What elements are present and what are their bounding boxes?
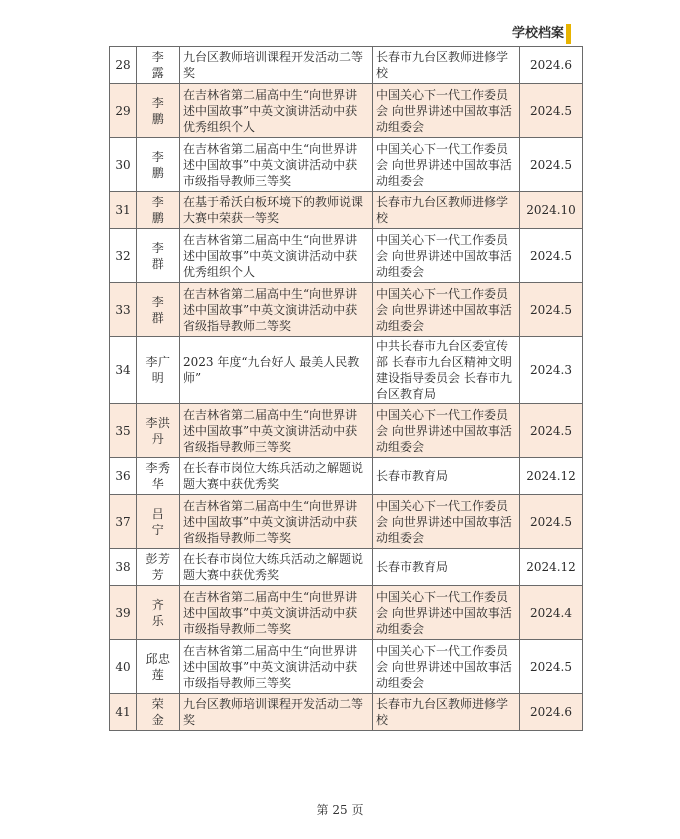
award-date: 2024.3 — [520, 337, 583, 404]
award-date: 2024.5 — [520, 138, 583, 192]
table-row — [110, 192, 583, 229]
award-description: 在吉林省第二届高中生“向世界讲述中国故事”中英文演讲活动中获优秀组织个人 — [180, 229, 373, 283]
teacher-name: 李秀华 — [137, 458, 180, 495]
award-date: 2024.5 — [520, 229, 583, 283]
row-number: 29 — [110, 84, 137, 138]
table-row — [110, 694, 583, 731]
teacher-name: 荣 金 — [137, 694, 180, 731]
teacher-name: 李 露 — [137, 47, 180, 84]
row-number: 39 — [110, 586, 137, 640]
section-title: 学校档案 — [511, 26, 564, 41]
award-date: 2024.12 — [520, 549, 583, 586]
row-number: 28 — [110, 47, 137, 84]
award-description: 2023 年度“九台好人 最美人民教师” — [180, 337, 373, 404]
row-number: 38 — [110, 549, 137, 586]
table-row — [110, 404, 583, 458]
table-row — [110, 458, 583, 495]
issuing-organization: 中国关心下一代工作委员会 向世界讲述中国故事活动组委会 — [373, 586, 520, 640]
row-number: 37 — [110, 495, 137, 549]
teacher-name: 李 鹏 — [137, 192, 180, 229]
issuing-organization: 中国关心下一代工作委员会 向世界讲述中国故事活动组委会 — [373, 283, 520, 337]
award-description: 在吉林省第二届高中生“向世界讲述中国故事”中英文演讲活动中获省级指导教师二等奖 — [180, 283, 373, 337]
row-number: 31 — [110, 192, 137, 229]
teacher-name: 李洪丹 — [137, 404, 180, 458]
award-description: 在长春市岗位大练兵活动之解题说题大赛中获优秀奖 — [180, 458, 373, 495]
table-row — [110, 586, 583, 640]
award-date: 2024.5 — [520, 84, 583, 138]
award-date: 2024.4 — [520, 586, 583, 640]
teacher-name: 李 鹏 — [137, 84, 180, 138]
award-description: 在吉林省第二届高中生“向世界讲述中国故事”中英文演讲活动中获市级指导教师三等奖 — [180, 640, 373, 694]
table-row — [110, 640, 583, 694]
award-description: 在基于希沃白板环境下的教师说课大赛中荣获一等奖 — [180, 192, 373, 229]
row-number: 36 — [110, 458, 137, 495]
table-row — [110, 283, 583, 337]
issuing-organization: 中共长春市九台区委宣传部 长春市九台区精神文明建设指导委员会 长春市九台区教育局 — [373, 337, 520, 404]
award-description: 在吉林省第二届高中生“向世界讲述中国故事”中英文演讲活动中获省级指导教师三等奖 — [180, 404, 373, 458]
issuing-organization: 中国关心下一代工作委员会 向世界讲述中国故事活动组委会 — [373, 640, 520, 694]
teacher-name: 彭芳芳 — [137, 549, 180, 586]
award-description: 九台区教师培训课程开发活动二等奖 — [180, 47, 373, 84]
award-date: 2024.5 — [520, 495, 583, 549]
table-row — [110, 138, 583, 192]
teacher-name: 李广明 — [137, 337, 180, 404]
awards-table — [109, 46, 583, 731]
page-number: 第 25 页 — [316, 803, 364, 817]
teacher-name: 吕 宁 — [137, 495, 180, 549]
issuing-organization: 中国关心下一代工作委员会 向世界讲述中国故事活动组委会 — [373, 229, 520, 283]
issuing-organization: 中国关心下一代工作委员会 向世界讲述中国故事活动组委会 — [373, 404, 520, 458]
row-number: 33 — [110, 283, 137, 337]
issuing-organization: 长春市教育局 — [373, 549, 520, 586]
section-accent-bar — [566, 24, 571, 44]
teacher-name: 邱忠莲 — [137, 640, 180, 694]
row-number: 40 — [110, 640, 137, 694]
award-date: 2024.12 — [520, 458, 583, 495]
award-description: 在长春市岗位大练兵活动之解题说题大赛中获优秀奖 — [180, 549, 373, 586]
award-description: 在吉林省第二届高中生“向世界讲述中国故事”中英文演讲活动中获省级指导教师二等奖 — [180, 495, 373, 549]
issuing-organization: 长春市九台区教师进修学校 — [373, 192, 520, 229]
teacher-name: 齐 乐 — [137, 586, 180, 640]
award-description: 九台区教师培训课程开发活动二等奖 — [180, 694, 373, 731]
award-date: 2024.10 — [520, 192, 583, 229]
issuing-organization: 长春市九台区教师进修学校 — [373, 47, 520, 84]
row-number: 41 — [110, 694, 137, 731]
issuing-organization: 中国关心下一代工作委员会 向世界讲述中国故事活动组委会 — [373, 495, 520, 549]
row-number: 30 — [110, 138, 137, 192]
table-row — [110, 84, 583, 138]
teacher-name: 李 群 — [137, 283, 180, 337]
row-number: 32 — [110, 229, 137, 283]
issuing-organization: 长春市教育局 — [373, 458, 520, 495]
award-date: 2024.6 — [520, 47, 583, 84]
table-row — [110, 47, 583, 84]
award-description: 在吉林省第二届高中生“向世界讲述中国故事”中英文演讲活动中获优秀组织个人 — [180, 84, 373, 138]
issuing-organization: 中国关心下一代工作委员会 向世界讲述中国故事活动组委会 — [373, 84, 520, 138]
award-date: 2024.5 — [520, 283, 583, 337]
row-number: 35 — [110, 404, 137, 458]
award-description: 在吉林省第二届高中生“向世界讲述中国故事”中英文演讲活动中获市级指导教师二等奖 — [180, 586, 373, 640]
table-row — [110, 549, 583, 586]
issuing-organization: 长春市九台区教师进修学校 — [373, 694, 520, 731]
row-number: 34 — [110, 337, 137, 404]
teacher-name: 李 群 — [137, 229, 180, 283]
award-date: 2024.5 — [520, 404, 583, 458]
table-row — [110, 229, 583, 283]
award-description: 在吉林省第二届高中生“向世界讲述中国故事”中英文演讲活动中获市级指导教师三等奖 — [180, 138, 373, 192]
award-date: 2024.5 — [520, 640, 583, 694]
issuing-organization: 中国关心下一代工作委员会 向世界讲述中国故事活动组委会 — [373, 138, 520, 192]
teacher-name: 李 鹏 — [137, 138, 180, 192]
table-row — [110, 337, 583, 404]
award-date: 2024.6 — [520, 694, 583, 731]
table-row — [110, 495, 583, 549]
